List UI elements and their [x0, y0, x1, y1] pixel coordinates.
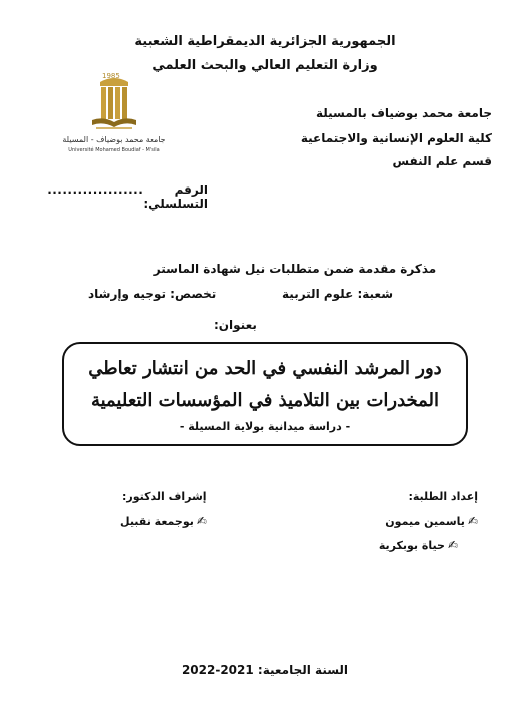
- title-label: بعنوان:: [214, 318, 257, 332]
- supervisor-name: بوجمعة نقبيل: [120, 514, 194, 528]
- serial-label: الرقم التسلسلي:: [143, 183, 208, 211]
- faculty-name: كلية العلوم الإنسانية والاجتماعية: [300, 131, 492, 145]
- supervisor-label: إشراف الدكتور:: [122, 490, 207, 503]
- ministry-heading: وزارة التعليم العالي والبحث العلمي: [152, 58, 378, 73]
- university-name: جامعة محمد بوضياف بالمسيلة: [315, 106, 492, 120]
- pen-hand-icon: ✍: [447, 538, 458, 552]
- title-box: [62, 342, 468, 446]
- memo-intro: مذكرة مقدمة ضمن متطلبات نيل شهادة الماستر: [153, 262, 437, 276]
- logo-name-ar: جامعة محمد بوضياف - المسيلة: [62, 135, 166, 144]
- pen-hand-icon: ✍: [196, 514, 207, 528]
- logo-year: 1985: [102, 72, 120, 80]
- specialty-label: تخصص: توجيه وإرشاد: [88, 287, 217, 301]
- student-1: [385, 514, 478, 528]
- prepared-by-label: إعداد الطلبة:: [408, 490, 478, 503]
- student-2-name: حياة بوبكرية: [378, 538, 445, 552]
- university-logo: [58, 72, 170, 158]
- pen-hand-icon: ✍: [467, 514, 478, 528]
- republic-heading: الجمهورية الجزائرية الديمقراطية الشعبية: [134, 34, 396, 49]
- title-subtitle: - دراسة ميدانية بولاية المسيلة -: [179, 420, 351, 433]
- serial-dots: ...................: [47, 183, 144, 197]
- logo-emblem-icon: [58, 72, 170, 134]
- academic-year: السنة الجامعية: 2021-2022: [181, 663, 349, 677]
- title-line-1: دور المرشد النفسي في الحد من انتشار تعاطي: [88, 358, 442, 379]
- supervisor: [120, 514, 207, 528]
- serial-number: [47, 183, 208, 211]
- title-line-2: المخدرات بين التلاميذ في المؤسسات التعليمية: [90, 390, 440, 411]
- logo-name-fr: Université Mohamed Boudiaf - M'sila: [68, 147, 160, 153]
- branch-label: شعبة: علوم التربية: [282, 287, 393, 301]
- student-2: [379, 538, 458, 552]
- student-1-name: ياسمين ميمون: [385, 514, 465, 528]
- department-name: قسم علم النفس: [392, 154, 492, 168]
